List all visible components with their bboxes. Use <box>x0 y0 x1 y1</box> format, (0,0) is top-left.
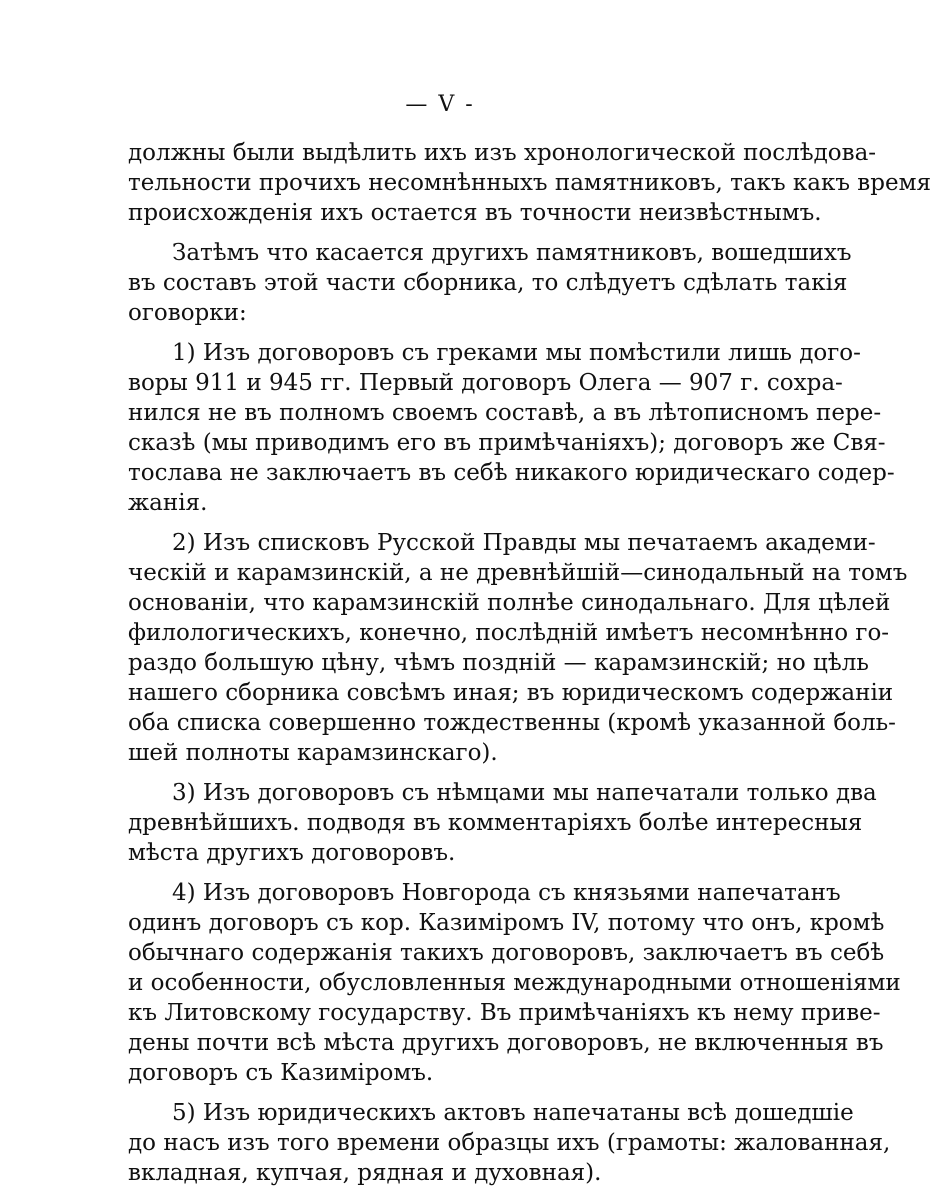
text-line: вкладная, купчая, рядная и духовная). <box>128 1160 602 1186</box>
paragraph-item-4 <box>128 878 901 1088</box>
text-line: сказѣ (мы приводимъ его въ примѣчаніяхъ); договоръ же Свя- <box>128 430 886 456</box>
text-line: шей полноты карамзинскаго). <box>128 740 498 766</box>
body-text <box>128 138 931 1188</box>
text-line: до насъ изъ того времени образцы ихъ (грамоты: жалованная, <box>128 1130 891 1156</box>
paragraph-item-5 <box>128 1098 891 1188</box>
text-line: договоръ съ Казиміромъ. <box>128 1060 434 1086</box>
text-line: филологическихъ, конечно, послѣдній имѣетъ несомнѣнно го- <box>128 620 890 646</box>
text-line: оба списка совершенно тождественны (кромѣ указанной боль- <box>128 710 896 736</box>
text-line: 5) Изъ юридическихъ актовъ напечатаны всѣ дошедшіе <box>172 1100 854 1126</box>
paragraph-item-1 <box>128 338 895 518</box>
text-line: мѣста другихъ договоровъ. <box>128 840 456 866</box>
text-line: оговорки: <box>128 300 247 326</box>
text-line: 3) Изъ договоровъ съ нѣмцами мы напечатали только два <box>172 780 877 806</box>
text-line: должны были выдѣлить ихъ изъ хронологической послѣдова- <box>128 140 877 166</box>
text-line: основаніи, что карамзинскій полнѣе синодальнаго. Для цѣлей <box>128 590 891 616</box>
text-line: тельности прочихъ несомнѣнныхъ памятниковъ, такъ какъ время <box>128 170 931 196</box>
paragraph-1 <box>128 138 931 228</box>
text-line: тослава не заключаетъ въ себѣ никакого юридическаго содер- <box>128 460 895 486</box>
text-line: раздо большую цѣну, чѣмъ поздній — карамзинскій; но цѣль <box>128 650 869 676</box>
paragraph-item-3 <box>128 778 877 868</box>
text-line: одинъ договоръ съ кор. Казиміромъ IV, потому что онъ, кромѣ <box>128 910 885 936</box>
text-line: 2) Изъ списковъ Русской Правды мы печатаемъ академи- <box>172 530 876 556</box>
text-line: жанія. <box>128 490 208 516</box>
text-line: и особенности, обусловленныя международными отношеніями <box>128 970 901 996</box>
text-line: нился не въ полномъ своемъ составѣ, а въ лѣтописномъ пере- <box>128 400 882 426</box>
text-line: дены почти всѣ мѣста другихъ договоровъ, не включенныя въ <box>128 1030 884 1056</box>
page-number: — V - <box>405 92 475 117</box>
text-line: ческій и карамзинскій, а не древнѣйшій—синодальный на томъ <box>128 560 908 586</box>
paragraph-2 <box>128 238 852 328</box>
text-line: къ Литовскому государству. Въ примѣчаніяхъ къ нему приве- <box>128 1000 881 1026</box>
text-line: обычнаго содержанія такихъ договоровъ, заключаетъ въ себѣ <box>128 940 885 966</box>
text-line: древнѣйшихъ. подводя въ комментаріяхъ болѣе интересныя <box>128 810 863 836</box>
text-line: Затѣмъ что касается другихъ памятниковъ, вошедшихъ <box>172 240 852 266</box>
text-line: 1) Изъ договоровъ съ греками мы помѣстили лишь дого- <box>172 340 861 366</box>
paragraph-item-2 <box>128 528 908 768</box>
text-line: воры 911 и 945 гг. Первый договоръ Олега — 907 г. сохра- <box>128 370 843 396</box>
text-line: происхожденія ихъ остается въ точности неизвѣстнымъ. <box>128 200 822 226</box>
text-line: 4) Изъ договоровъ Новгорода съ князьями напечатанъ <box>172 880 841 906</box>
text-line: въ составъ этой части сборника, то слѣдуетъ сдѣлать такія <box>128 270 848 296</box>
text-line: нашего сборника совсѣмъ иная; въ юридическомъ содержаніи <box>128 680 894 706</box>
